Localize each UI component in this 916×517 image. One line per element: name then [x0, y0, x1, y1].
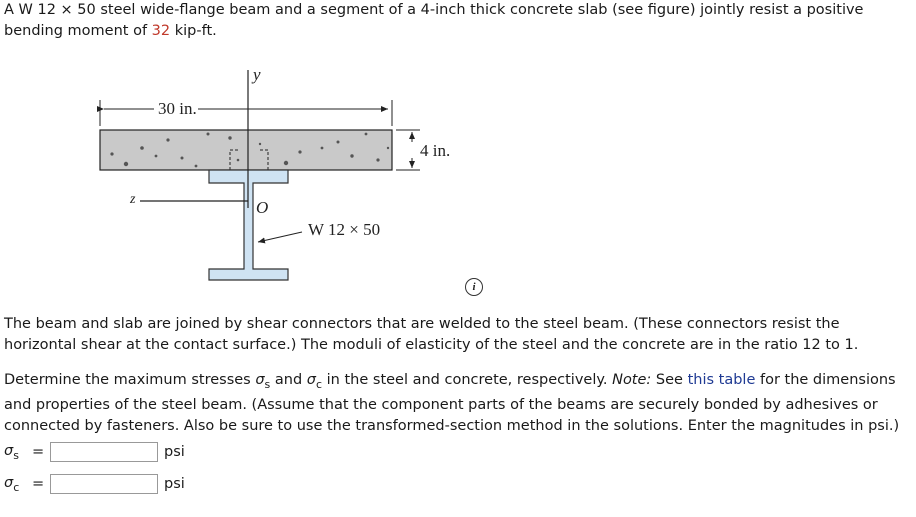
z-axis-label: z — [130, 192, 136, 207]
width-label: 30 in. — [158, 99, 197, 118]
problem-instructions — [4, 370, 914, 436]
answer-symbol-sigma-s: $\sigma_s$ — [4, 442, 19, 462]
beam-leader — [258, 232, 302, 242]
sigma-c-input[interactable] — [50, 474, 158, 494]
problem-intro — [4, 0, 914, 41]
instr-text-2: and — [270, 372, 307, 388]
sigma-s-symbol: $\sigma_s$ — [255, 372, 271, 391]
instr-text-3: in the steel and concrete, respectively. — [322, 372, 613, 388]
answer-row-sigma-c — [4, 472, 185, 496]
equals-sign: = — [32, 444, 45, 460]
answer-row-sigma-s — [4, 440, 185, 464]
thickness-label: 4 in. — [420, 141, 451, 160]
problem-connectors-text: The beam and slab are joined by shear connectors that are welded to the steel beam. (These connectors resist the horizontal shear at the contact surface.) The moduli of elasticity of the steel and the concrete are in the ratio 12 to 1. — [4, 316, 859, 353]
concrete-slab — [100, 130, 392, 170]
moment-value: 32 — [151, 22, 171, 39]
sigma-c-symbol: $\sigma_c$ — [306, 372, 323, 391]
instr-text-4: See — [651, 372, 688, 388]
unit-label: psi — [164, 444, 185, 460]
origin-label: O — [256, 198, 269, 217]
beam-slab-figure — [90, 62, 470, 294]
answer-symbol-sigma-c: $\sigma_c$ — [4, 474, 20, 494]
beam-label: W 12 × 50 — [308, 220, 381, 239]
info-icon[interactable]: i — [465, 278, 483, 296]
instr-text-5: for the dimensions and properties of the steel beam. (Assume that the component parts of the beams are securely bonded by adhesives or connected by fasteners. Also be sure to use the transformed-section method in the solutions. Enter the magnitudes in psi.) — [4, 372, 900, 434]
intro-text: A W 12 × 50 steel wide-flange beam and a segment of a 4-inch thick concrete slab (see figure) jointly resist a positive bending moment of — [4, 2, 864, 39]
sigma-s-input[interactable] — [50, 442, 158, 462]
note-label: Note: — [612, 372, 652, 388]
unit-label: psi — [164, 476, 185, 492]
table-link[interactable]: this table — [687, 372, 756, 388]
equals-sign: = — [32, 476, 45, 492]
figure-drawing — [90, 62, 470, 294]
instr-text-1: Determine the maximum stresses — [4, 372, 256, 388]
intro-text-end: kip-ft. — [170, 22, 217, 39]
y-axis-label: y — [253, 65, 261, 84]
